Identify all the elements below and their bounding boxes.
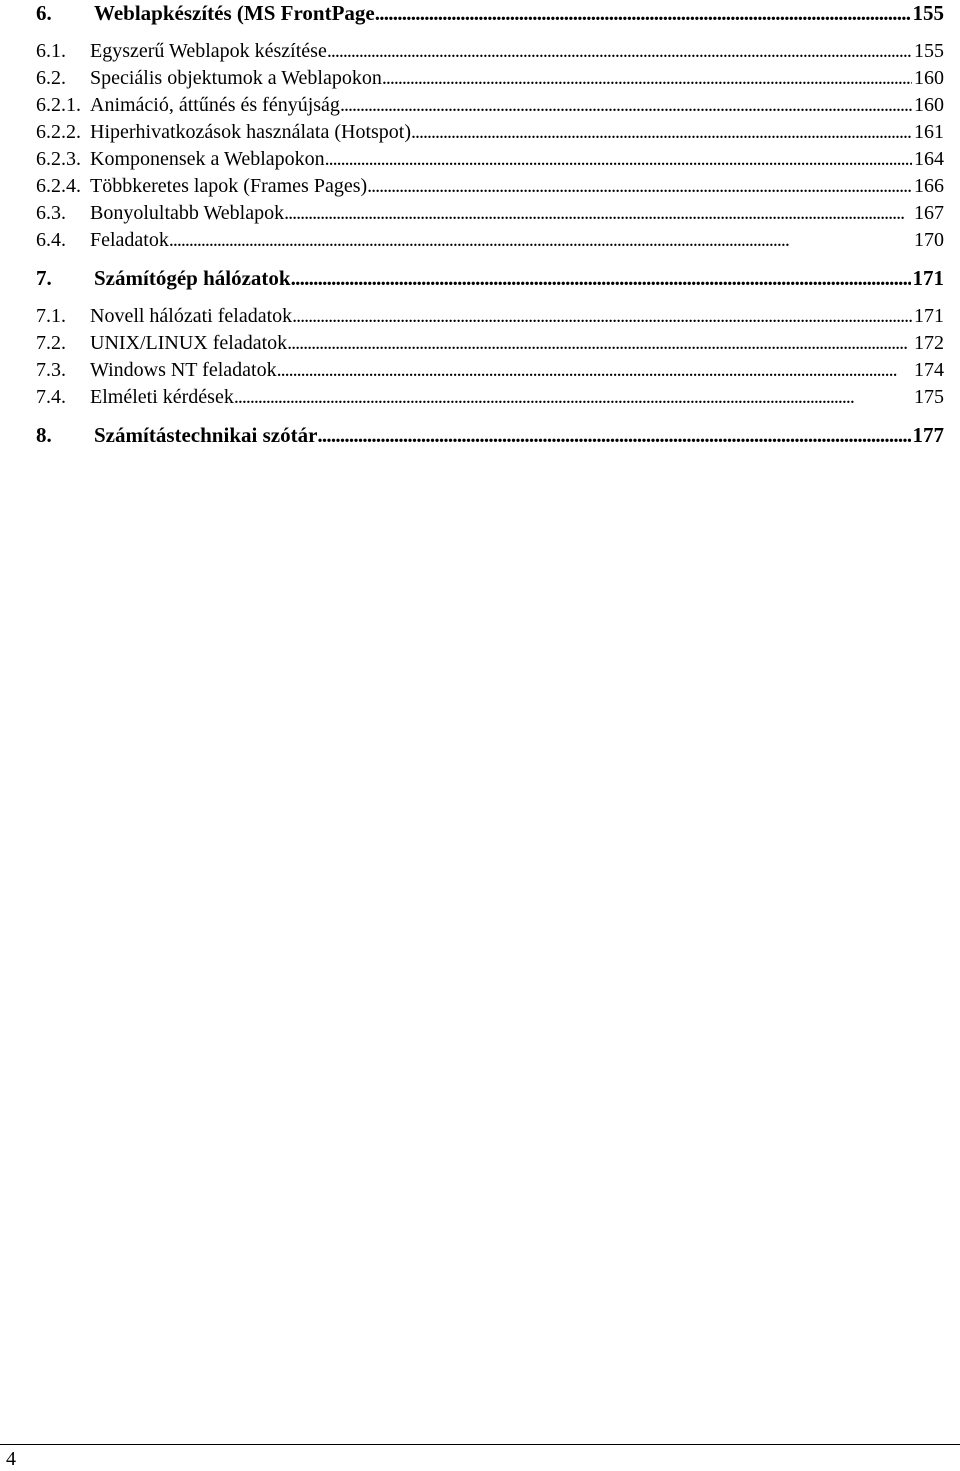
toc-entry[interactable]: [36, 173, 944, 200]
page-number: 4: [6, 1448, 16, 1470]
toc-entry-title: Elméleti kérdések: [90, 386, 234, 408]
toc-entry-title: Feladatok: [90, 229, 169, 251]
toc-entry-page: 171: [914, 305, 944, 327]
toc-leader-dots: [291, 265, 911, 292]
toc-entry[interactable]: [36, 65, 944, 92]
toc-entry-page: 161: [914, 121, 944, 143]
toc-leader-dots: [375, 0, 911, 27]
toc-entry[interactable]: [36, 119, 944, 146]
toc-leader-dots: [382, 65, 912, 92]
toc-entry-page: 167: [914, 202, 944, 224]
toc-entry[interactable]: [36, 330, 944, 357]
toc-entry-title: Weblapkészítés (MS FrontPage: [94, 1, 375, 25]
toc-entry-number: 6.2.2.: [36, 121, 81, 143]
toc-entry-number: 7.: [36, 266, 52, 290]
toc-entry-page: 164: [914, 148, 944, 170]
toc-entry-number: 7.2.: [36, 332, 66, 354]
toc-entry-title: Windows NT feladatok: [90, 359, 277, 381]
toc-entry-page: 175: [914, 386, 944, 408]
toc-entry-title: Hiperhivatkozások használata (Hotspot): [90, 121, 412, 143]
toc-entry-page: 177: [912, 423, 944, 447]
toc-entry-page: 172: [914, 332, 944, 354]
toc-leader-dots: [292, 303, 912, 330]
toc-entry-title: Animáció, áttűnés és fényújság: [90, 94, 340, 116]
toc-entry-page: 160: [914, 67, 944, 89]
toc-entry-page: 174: [914, 359, 944, 381]
toc-entry-number: 6.: [36, 1, 52, 25]
toc-entry-title: Bonyolultabb Weblapok: [90, 202, 285, 224]
toc-entry-page: 171: [912, 266, 944, 290]
toc-entry-page: 170: [914, 229, 944, 251]
toc-entry-title: Számítástechnikai szótár: [94, 423, 318, 447]
toc-leader-dots: [317, 422, 910, 449]
toc-entry-number: 6.4.: [36, 229, 66, 251]
toc-entry-title: Többkeretes lapok (Frames Pages): [90, 175, 368, 197]
toc-entry-number: 7.3.: [36, 359, 66, 381]
toc-entry[interactable]: [36, 265, 944, 292]
toc-entry[interactable]: [36, 200, 944, 227]
toc-leader-dots: [327, 38, 912, 65]
toc-entry-number: 8.: [36, 423, 52, 447]
toc-entry-number: 7.4.: [36, 386, 66, 408]
toc-entry-number: 6.1.: [36, 40, 66, 62]
toc-entry[interactable]: [36, 38, 944, 65]
toc-leader-dots: [234, 384, 912, 411]
footer-divider: [0, 1444, 960, 1445]
toc-leader-dots: [287, 330, 912, 357]
toc-entry[interactable]: [36, 357, 944, 384]
toc-entry-title: Speciális objektumok a Weblapokon: [90, 67, 382, 89]
toc-entry-title: UNIX/LINUX feladatok: [90, 332, 288, 354]
toc-entry-title: Számítógép hálózatok: [94, 266, 291, 290]
toc-entry-number: 6.2.4.: [36, 175, 81, 197]
toc-entry-page: 160: [914, 94, 944, 116]
toc-entry-number: 6.3.: [36, 202, 66, 224]
toc-leader-dots: [169, 227, 912, 254]
toc-leader-dots: [325, 146, 912, 173]
toc-entry-number: 6.2.: [36, 67, 66, 89]
table-of-contents: [36, 0, 944, 449]
toc-leader-dots: [367, 173, 912, 200]
toc-entry[interactable]: [36, 422, 944, 449]
toc-entry[interactable]: [36, 0, 944, 27]
toc-entry[interactable]: [36, 92, 944, 119]
toc-leader-dots: [340, 92, 912, 119]
toc-entry-title: Komponensek a Weblapokon: [90, 148, 325, 170]
toc-entry-page: 166: [914, 175, 944, 197]
toc-entry-title: Novell hálózati feladatok: [90, 305, 293, 327]
toc-entry-title: Egyszerű Weblapok készítése: [90, 40, 327, 62]
toc-entry-number: 7.1.: [36, 305, 66, 327]
toc-entry[interactable]: [36, 227, 944, 254]
toc-leader-dots: [284, 200, 912, 227]
toc-entry[interactable]: [36, 303, 944, 330]
toc-entry[interactable]: [36, 384, 944, 411]
toc-entry-page: 155: [912, 1, 944, 25]
toc-leader-dots: [411, 119, 912, 146]
toc-entry-number: 6.2.3.: [36, 148, 81, 170]
toc-leader-dots: [277, 357, 912, 384]
toc-entry-page: 155: [914, 40, 944, 62]
toc-entry[interactable]: [36, 146, 944, 173]
toc-entry-number: 6.2.1.: [36, 94, 81, 116]
